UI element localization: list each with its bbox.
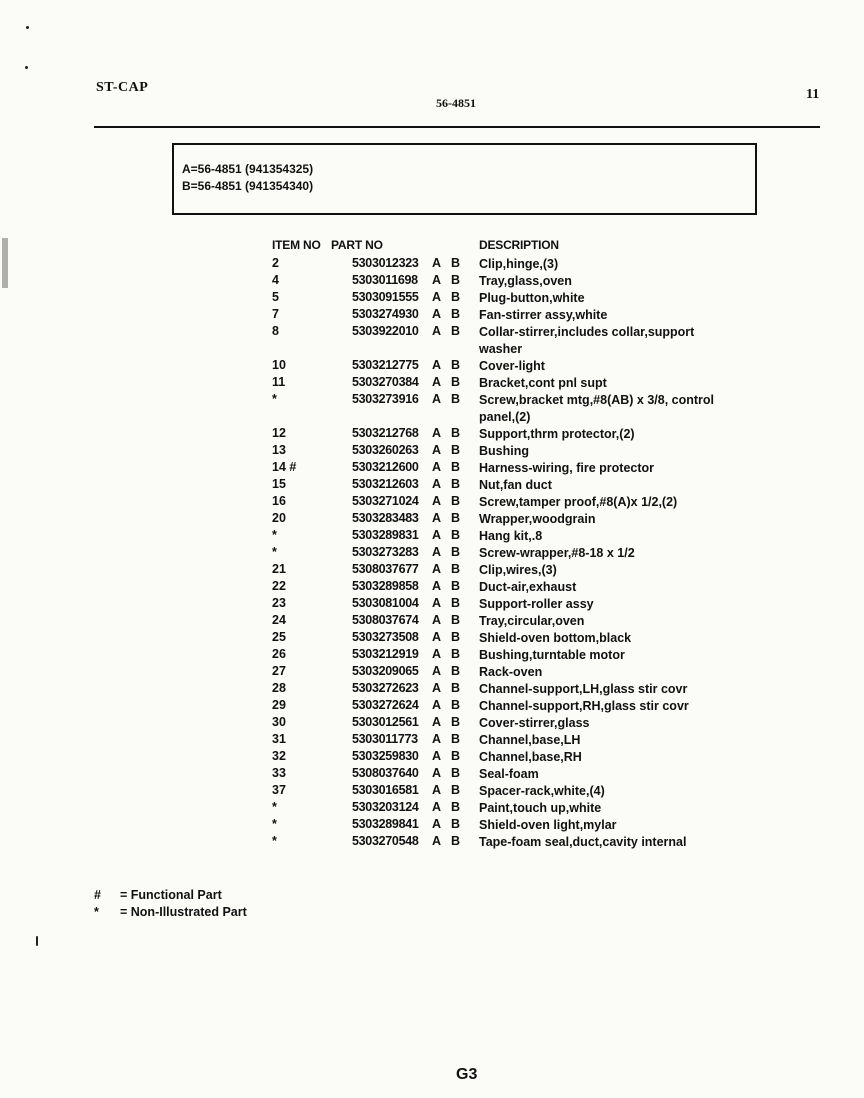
item-no-cell: * xyxy=(272,528,277,542)
model-b-flag: B xyxy=(451,511,461,525)
item-no-cell: 14 # xyxy=(272,460,297,474)
part-no-cell: 5303270384 xyxy=(352,375,419,389)
table-row xyxy=(0,494,864,511)
table-row xyxy=(0,681,864,698)
table-row xyxy=(0,375,864,392)
model-a-flag: A xyxy=(432,834,442,848)
col-header-part-no: PART NO xyxy=(331,238,383,252)
description-cell: Channel,base,RH xyxy=(479,750,582,764)
model-b-flag: B xyxy=(451,426,461,440)
table-row xyxy=(0,664,864,681)
model-b-flag: B xyxy=(451,273,461,287)
parts-table xyxy=(0,256,864,851)
model-a-flag: A xyxy=(432,681,442,695)
model-a-flag: A xyxy=(432,596,442,610)
description-cell: Fan-stirrer assy,white xyxy=(479,308,608,322)
item-no-cell: * xyxy=(272,545,277,559)
description-cell: Seal-foam xyxy=(479,767,539,781)
description-cell: Channel-support,RH,glass stir covr xyxy=(479,699,689,713)
model-b-flag: B xyxy=(451,783,461,797)
description-cell: Duct-air,exhaust xyxy=(479,580,577,594)
item-no-cell: 29 xyxy=(272,698,286,712)
model-a-flag: A xyxy=(432,358,442,372)
part-no-cell: 5303209065 xyxy=(352,664,419,678)
model-a-flag: A xyxy=(432,392,442,406)
table-row xyxy=(0,749,864,766)
item-no-cell: 12 xyxy=(272,426,286,440)
description-cell: Plug-button,white xyxy=(479,291,585,305)
model-a-flag: A xyxy=(432,664,442,678)
part-no-cell: 5303203124 xyxy=(352,800,419,814)
footer-page-code: G3 xyxy=(456,1066,478,1083)
table-row xyxy=(0,698,864,715)
col-header-item-no: ITEM NO xyxy=(272,238,321,252)
part-no-cell: 5303270548 xyxy=(352,834,419,848)
table-row xyxy=(0,307,864,324)
part-no-cell: 5303259830 xyxy=(352,749,419,763)
model-b-flag: B xyxy=(451,562,461,576)
table-row xyxy=(0,579,864,596)
model-b-flag: B xyxy=(451,749,461,763)
model-b-flag: B xyxy=(451,766,461,780)
item-no-cell: 21 xyxy=(272,562,286,576)
table-row xyxy=(0,647,864,664)
description-cell: Clip,hinge,(3) xyxy=(479,257,559,271)
symbol-legend xyxy=(94,887,247,921)
part-no-cell: 5303922010 xyxy=(352,324,419,338)
description-cell: Nut,fan duct xyxy=(479,478,552,492)
model-a-flag: A xyxy=(432,273,442,287)
part-no-cell: 5303011698 xyxy=(352,273,418,287)
description-cell: Support-roller assy xyxy=(479,597,594,611)
part-no-cell: 5303272624 xyxy=(352,698,419,712)
item-no-cell: 11 xyxy=(272,375,286,389)
description-cell: Spacer-rack,white,(4) xyxy=(479,784,605,798)
part-no-cell: 5303212775 xyxy=(352,358,419,372)
item-no-cell: 22 xyxy=(272,579,286,593)
part-no-cell: 5303289831 xyxy=(352,528,419,542)
item-no-cell: 27 xyxy=(272,664,286,678)
part-no-cell: 5303212919 xyxy=(352,647,419,661)
table-row xyxy=(0,630,864,647)
item-no-cell: 20 xyxy=(272,511,286,525)
item-no-cell: 23 xyxy=(272,596,286,610)
model-b-flag: B xyxy=(451,630,461,644)
part-no-cell: 5303271024 xyxy=(352,494,419,508)
model-a-flag: A xyxy=(432,256,442,270)
item-no-cell: 25 xyxy=(272,630,286,644)
legend-symbol: * xyxy=(94,905,99,919)
item-no-cell: 8 xyxy=(272,324,279,338)
legend-functional xyxy=(94,887,247,904)
item-no-cell: 10 xyxy=(272,358,286,372)
table-row xyxy=(0,715,864,732)
model-b-flag: B xyxy=(451,256,461,270)
model-b-flag: B xyxy=(451,290,461,304)
table-row xyxy=(0,460,864,477)
table-row xyxy=(0,800,864,817)
description-cell: Cover-light xyxy=(479,359,545,373)
part-no-cell: 5303273508 xyxy=(352,630,419,644)
item-no-cell: 30 xyxy=(272,715,286,729)
part-no-cell: 5303016581 xyxy=(352,783,419,797)
description-cell: Paint,touch up,white xyxy=(479,801,602,815)
description-cell: Tray,circular,oven xyxy=(479,614,585,628)
table-row xyxy=(0,545,864,562)
item-no-cell: 31 xyxy=(272,732,286,746)
table-row xyxy=(0,562,864,579)
model-b-flag: B xyxy=(451,494,461,508)
table-row xyxy=(0,613,864,630)
model-a-flag: A xyxy=(432,307,442,321)
model-b-flag: B xyxy=(451,307,461,321)
table-row xyxy=(0,392,864,426)
description-cell: Screw,tamper proof,#8(A)x 1/2,(2) xyxy=(479,495,678,509)
model-a-flag: A xyxy=(432,494,442,508)
part-no-cell: 5303289858 xyxy=(352,579,419,593)
table-row xyxy=(0,290,864,307)
model-a-line: A=56-4851 (941354325) xyxy=(182,162,314,176)
table-row xyxy=(0,528,864,545)
table-row xyxy=(0,358,864,375)
item-no-cell: 15 xyxy=(272,477,286,491)
part-no-cell: 5303212603 xyxy=(352,477,419,491)
item-no-cell: 26 xyxy=(272,647,286,661)
description-cell: Tape-foam seal,duct,cavity internal xyxy=(479,835,687,849)
legend-text: = Non-Illustrated Part xyxy=(120,905,247,919)
description-cell: Bushing xyxy=(479,444,529,458)
description-cell: Bushing,turntable motor xyxy=(479,648,625,662)
model-b-flag: B xyxy=(451,800,461,814)
item-no-cell: 2 xyxy=(272,256,279,270)
part-no-cell: 5303012323 xyxy=(352,256,419,270)
model-a-flag: A xyxy=(432,647,442,661)
model-b-flag: B xyxy=(451,647,461,661)
part-no-cell: 5303274930 xyxy=(352,307,419,321)
header-page-number: 11 xyxy=(806,87,820,102)
model-b-flag: B xyxy=(451,613,461,627)
description-cell: Hang kit,.8 xyxy=(479,529,543,543)
description-cell: Rack-oven xyxy=(479,665,543,679)
model-a-flag: A xyxy=(432,511,442,525)
item-no-cell: 5 xyxy=(272,290,279,304)
item-no-cell: 13 xyxy=(272,443,286,457)
model-b-flag: B xyxy=(451,715,461,729)
description-cell: Shield-oven light,mylar xyxy=(479,818,617,832)
table-row xyxy=(0,834,864,851)
item-no-cell: 32 xyxy=(272,749,286,763)
part-no-cell: 5303212600 xyxy=(352,460,419,474)
part-no-cell: 5308037677 xyxy=(352,562,419,576)
table-row xyxy=(0,477,864,494)
part-no-cell: 5303011773 xyxy=(352,732,418,746)
table-row xyxy=(0,324,864,358)
model-a-flag: A xyxy=(432,460,442,474)
table-row xyxy=(0,783,864,800)
model-a-flag: A xyxy=(432,817,442,831)
header-model-code: ST-CAP xyxy=(96,80,149,95)
model-b-flag: B xyxy=(451,324,461,338)
item-no-cell: 37 xyxy=(272,783,286,797)
model-a-flag: A xyxy=(432,766,442,780)
model-a-flag: A xyxy=(432,290,442,304)
table-row xyxy=(0,596,864,613)
part-no-cell: 5303283483 xyxy=(352,511,419,525)
model-a-flag: A xyxy=(432,528,442,542)
model-b-flag: B xyxy=(451,732,461,746)
model-a-flag: A xyxy=(432,375,442,389)
part-no-cell: 5303289841 xyxy=(352,817,419,831)
model-b-flag: B xyxy=(451,596,461,610)
model-a-flag: A xyxy=(432,579,442,593)
description-cell: Clip,wires,(3) xyxy=(479,563,557,577)
item-no-cell: * xyxy=(272,800,277,814)
part-no-cell: 5303081004 xyxy=(352,596,419,610)
model-b-line: B=56-4851 (941354340) xyxy=(182,179,314,193)
model-b-flag: B xyxy=(451,681,461,695)
legend-non-illustrated xyxy=(94,904,247,921)
description-cell: Collar-stirrer,includes collar,support washer xyxy=(479,325,695,356)
item-no-cell: 24 xyxy=(272,613,286,627)
item-no-cell: 7 xyxy=(272,307,279,321)
model-b-flag: B xyxy=(451,375,461,389)
description-cell: Tray,glass,oven xyxy=(479,274,572,288)
header-model-number: 56-4851 xyxy=(436,96,476,110)
model-a-flag: A xyxy=(432,324,442,338)
table-row xyxy=(0,511,864,528)
model-b-flag: B xyxy=(451,817,461,831)
model-b-flag: B xyxy=(451,545,461,559)
model-b-flag: B xyxy=(451,664,461,678)
model-a-flag: A xyxy=(432,749,442,763)
model-b-flag: B xyxy=(451,477,461,491)
description-cell: Cover-stirrer,glass xyxy=(479,716,590,730)
table-row xyxy=(0,817,864,834)
model-b-flag: B xyxy=(451,392,461,406)
part-no-cell: 5303272623 xyxy=(352,681,419,695)
item-no-cell: 28 xyxy=(272,681,286,695)
description-cell: Harness-wiring, fire protector xyxy=(479,461,655,475)
part-no-cell: 5303260263 xyxy=(352,443,419,457)
model-a-flag: A xyxy=(432,613,442,627)
part-no-cell: 5303273283 xyxy=(352,545,419,559)
part-no-cell: 5303091555 xyxy=(352,290,419,304)
col-header-description: DESCRIPTION xyxy=(479,238,559,252)
model-a-flag: A xyxy=(432,732,442,746)
model-b-flag: B xyxy=(451,460,461,474)
item-no-cell: * xyxy=(272,392,277,406)
model-b-flag: B xyxy=(451,528,461,542)
legend-symbol: # xyxy=(94,888,101,902)
header-rule xyxy=(94,126,820,128)
scan-speck xyxy=(25,66,28,69)
model-a-flag: A xyxy=(432,715,442,729)
table-row xyxy=(0,273,864,290)
description-cell: Screw,bracket mtg,#8(AB) x 3/8, control panel,(2) xyxy=(479,393,715,424)
description-cell: Bracket,cont pnl supt xyxy=(479,376,607,390)
table-row xyxy=(0,732,864,749)
description-cell: Wrapper,woodgrain xyxy=(479,512,596,526)
item-no-cell: 33 xyxy=(272,766,286,780)
part-no-cell: 5308037640 xyxy=(352,766,419,780)
model-a-flag: A xyxy=(432,443,442,457)
part-no-cell: 5303012561 xyxy=(352,715,419,729)
model-a-flag: A xyxy=(432,426,442,440)
model-legend-box xyxy=(172,143,757,215)
part-no-cell: 5303273916 xyxy=(352,392,419,406)
description-cell: Channel,base,LH xyxy=(479,733,581,747)
table-row xyxy=(0,766,864,783)
item-no-cell: 16 xyxy=(272,494,286,508)
item-no-cell: * xyxy=(272,834,277,848)
description-cell: Channel-support,LH,glass stir covr xyxy=(479,682,688,696)
description-cell: Shield-oven bottom,black xyxy=(479,631,632,645)
model-b-flag: B xyxy=(451,358,461,372)
model-a-flag: A xyxy=(432,698,442,712)
part-no-cell: 5308037674 xyxy=(352,613,419,627)
item-no-cell: * xyxy=(272,817,277,831)
model-b-flag: B xyxy=(451,698,461,712)
model-b-flag: B xyxy=(451,579,461,593)
scan-speck xyxy=(36,936,38,946)
description-cell: Support,thrm protector,(2) xyxy=(479,427,635,441)
item-no-cell: 4 xyxy=(272,273,279,287)
model-b-flag: B xyxy=(451,443,461,457)
model-a-flag: A xyxy=(432,783,442,797)
model-b-flag: B xyxy=(451,834,461,848)
part-no-cell: 5303212768 xyxy=(352,426,419,440)
table-row xyxy=(0,426,864,443)
model-a-flag: A xyxy=(432,477,442,491)
table-row xyxy=(0,443,864,460)
table-row xyxy=(0,256,864,273)
model-a-flag: A xyxy=(432,630,442,644)
description-cell: Screw-wrapper,#8-18 x 1/2 xyxy=(479,546,635,560)
scan-edge-mark xyxy=(2,238,8,288)
model-a-flag: A xyxy=(432,545,442,559)
model-a-flag: A xyxy=(432,800,442,814)
scan-speck xyxy=(26,26,29,29)
legend-text: = Functional Part xyxy=(120,888,222,902)
model-a-flag: A xyxy=(432,562,442,576)
